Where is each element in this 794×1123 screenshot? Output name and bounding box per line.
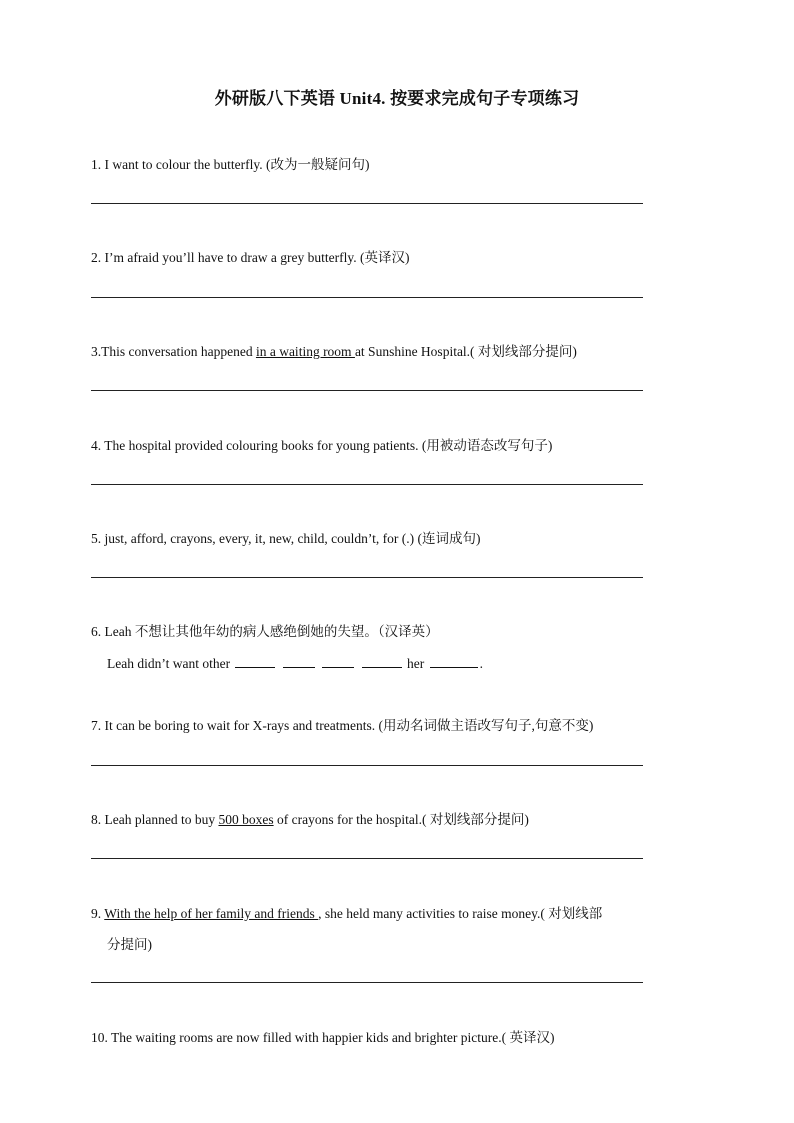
question-6-sentence — [91, 648, 711, 680]
fill-blank-4[interactable] — [362, 655, 402, 668]
question-6-sentence-end: . — [479, 656, 483, 671]
question-6-text: 6. Leah 不想让其他年幼的病人感绝倒她的失望。（汉译英） — [91, 624, 439, 639]
fill-blank-5[interactable] — [430, 655, 478, 668]
question-3-underlined: in a waiting room — [255, 344, 355, 359]
fill-blank-3[interactable] — [322, 655, 354, 668]
question-2: 2. I’m afraid you’ll have to draw a grey butterfly. (英译汉) — [91, 250, 410, 265]
question-9-text-cont: 分提问) — [107, 937, 152, 952]
question-8-text: 8. Leah planned to buy — [91, 812, 219, 827]
page-title: 外研版八下英语 Unit4. 按要求完成句子专项练习 — [214, 89, 580, 108]
fill-blank-1[interactable] — [235, 655, 275, 668]
question-6-sentence-mid: her — [406, 656, 425, 671]
question-6-sentence-start: Leah didn’t want other — [107, 656, 231, 671]
question-10: 10. The waiting rooms are now filled with happier kids and brighter picture.( 英译汉) — [91, 1030, 555, 1045]
question-9-text: 9. — [91, 906, 105, 921]
question-3 — [91, 336, 711, 368]
question-7: 7. It can be boring to wait for X-rays and treatments. (用动名词做主语改写句子,句意不变) — [91, 718, 594, 733]
question-4: 4. The hospital provided colouring books for young patients. (用被动语态改写句子) — [91, 438, 553, 453]
question-3-text-end: at Sunshine Hospital.( 对划线部分提问) — [354, 344, 577, 359]
question-3-text: 3.This conversation happened — [91, 344, 256, 359]
answer-line-4[interactable] — [91, 484, 643, 485]
question-5: 5. just, afford, crayons, every, it, new, child, couldn’t, for (.) (连词成句) — [91, 531, 481, 546]
question-9-text-end: , she held many activities to raise money.( 对划线部 — [318, 906, 603, 921]
question-9 — [91, 898, 711, 960]
answer-line-1[interactable] — [91, 203, 643, 204]
question-8-underlined: 500 boxes — [218, 812, 274, 827]
answer-line-3[interactable] — [91, 390, 643, 391]
answer-line-2[interactable] — [91, 297, 643, 298]
question-6 — [91, 616, 711, 680]
question-9-underlined: With the help of her family and friends — [104, 906, 319, 921]
answer-line-7[interactable] — [91, 765, 643, 766]
fill-blank-2[interactable] — [283, 655, 315, 668]
question-1: 1. I want to colour the butterfly. (改为一般疑问句) — [91, 157, 370, 172]
answer-line-8[interactable] — [91, 858, 643, 859]
question-8 — [91, 804, 711, 836]
answer-line-5[interactable] — [91, 577, 643, 578]
answer-line-9[interactable] — [91, 982, 643, 983]
question-8-text-end: of crayons for the hospital.( 对划线部分提问) — [273, 812, 529, 827]
